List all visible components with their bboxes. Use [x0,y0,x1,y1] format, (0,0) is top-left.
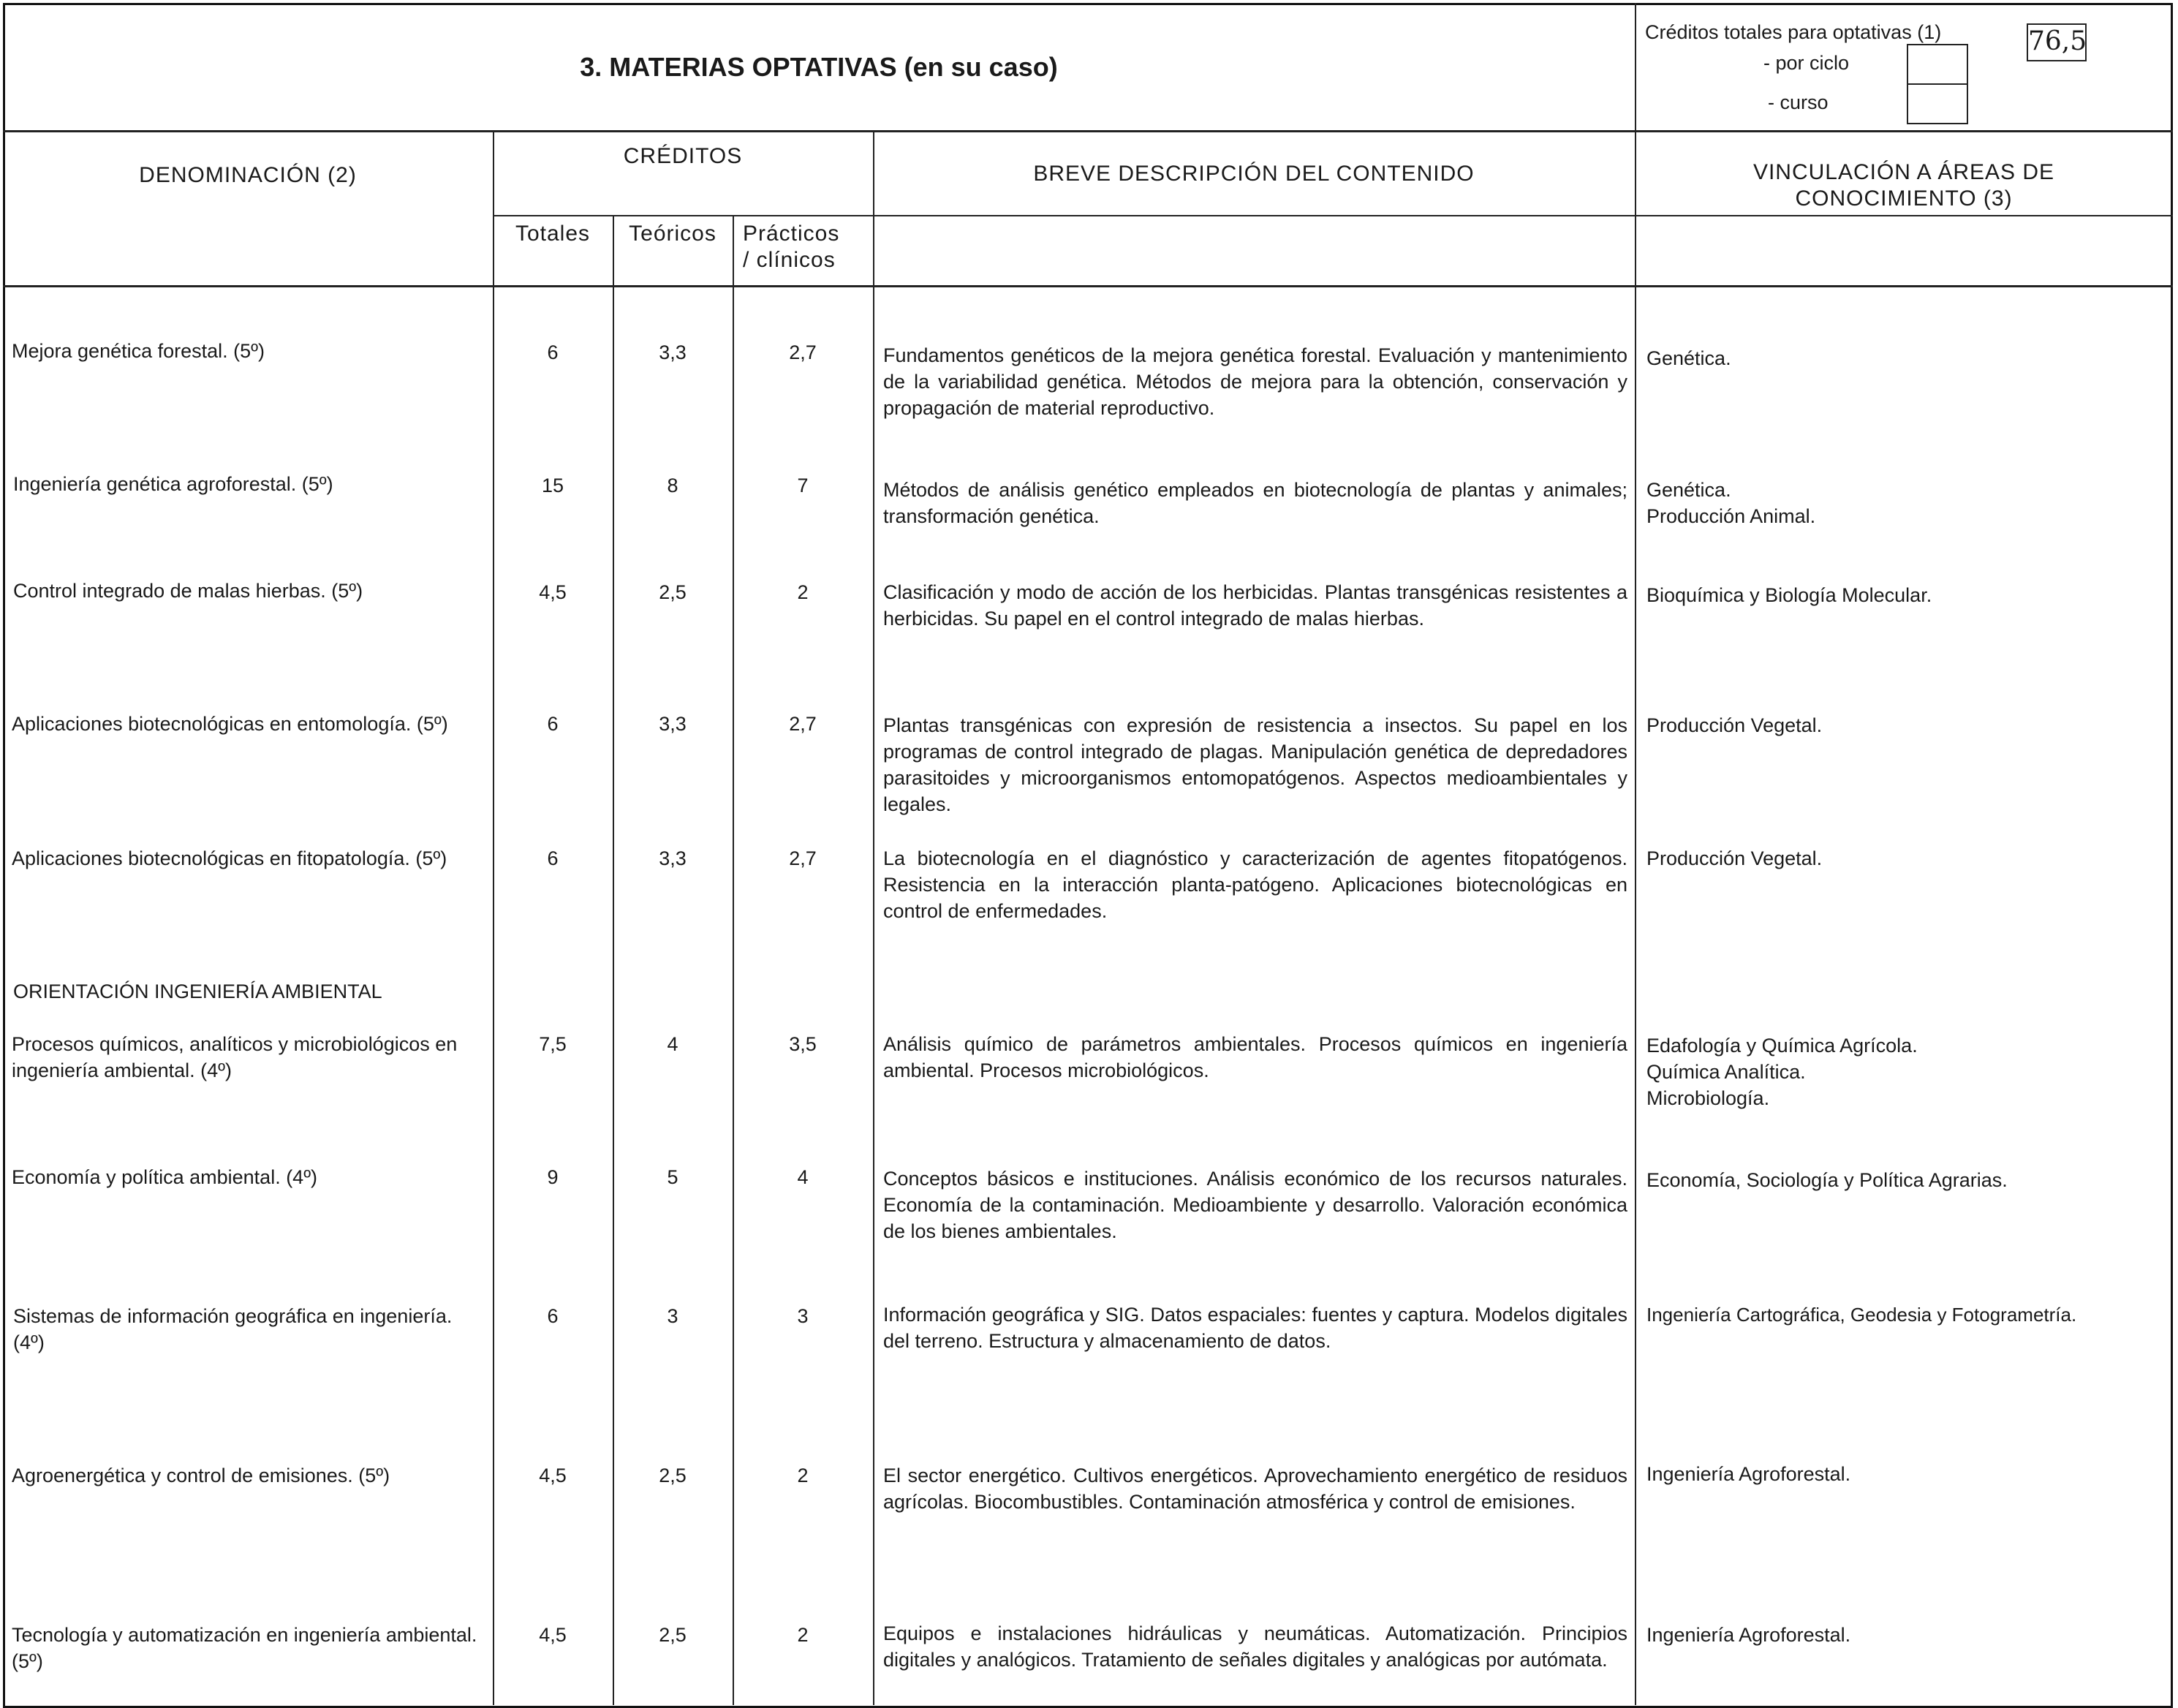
row-4-name: Aplicaciones biotecnológicas en entomología. (5º) [12,713,448,735]
row-10-descripcion: Equipos e instalaciones hidráulicas y neumáticas. Automatización. Principios digitales y analógicos. Tratamiento de señales digitales y analógicas por autómata. [883,1622,1627,1671]
rule-col-desc [1635,3,1636,1705]
row-2-teoricos: 8 [667,475,678,496]
row-10-teoricos: 2,5 [659,1624,687,1646]
rule-title-bottom [3,130,2173,132]
row-3-totales: 4,5 [539,581,567,603]
row-5-areas: Producción Vegetal. [1646,847,1823,869]
row-1-practicos: 2,7 [789,341,817,363]
credits-per-cycle-label: - por ciclo [1763,52,1850,74]
header-denominacion: DENOMINACIÓN (2) [139,163,357,187]
row-1-areas: Genética. [1646,347,1731,369]
credits-per-cycle-box[interactable] [1907,44,1968,85]
row-9-areas: Ingeniería Agroforestal. [1646,1463,1851,1485]
row-6-name: Procesos químicos, analíticos y microbiológicos en ingeniería ambiental. (4º) [12,1033,458,1081]
header-creditos: CRÉDITOS [623,144,743,168]
row-9-name: Agroenergética y control de emisiones. (5º) [12,1465,390,1486]
rule-col-practicos [873,130,874,1705]
row-5-practicos: 2,7 [789,847,817,869]
row-7-areas: Economía, Sociología y Política Agrarias. [1646,1169,2008,1191]
row-4-areas: Producción Vegetal. [1646,714,1823,736]
row-2-name: Ingeniería genética agroforestal. (5º) [13,473,333,495]
row-8-name: Sistemas de información geográfica en ingeniería. (4º) [13,1305,453,1353]
row-6-areas: Edafología y Química Agrícola. Química Analítica. Microbiología. [1646,1035,1918,1109]
row-1-descripcion: Fundamentos genéticos de la mejora genética forestal. Evaluación y mantenimiento de la variabilidad genética. Métodos de mejora para la obtención, conservación y propagación de material reproductivo. [883,344,1627,419]
row-8-totales: 6 [547,1305,559,1327]
row-7-name: Economía y política ambiental. (4º) [12,1166,318,1188]
row-1-name: Mejora genética forestal. (5º) [12,340,265,362]
credits-total-label: Créditos totales para optativas (1) [1645,21,1942,43]
row-9-descripcion: El sector energético. Cultivos energéticos. Aprovechamiento energético de residuos agrícolas. Biocombustibles. Contaminación atmosférica y control de emisiones. [883,1465,1627,1513]
row-2-descripcion: Métodos de análisis genético empleados en biotecnología de plantas y animales; transformación genética. [883,479,1627,527]
credits-total-value: 76,5 [2027,23,2087,61]
row-2-areas: Genética. Producción Animal. [1646,479,1816,527]
row-8-teoricos: 3 [667,1305,678,1327]
row-3-practicos: 2 [797,581,809,603]
row-9-totales: 4,5 [539,1465,567,1486]
credits-per-course-box[interactable] [1907,83,1968,124]
rule-header-bottom [3,285,2173,287]
row-3-name: Control integrado de malas hierbas. (5º) [13,580,363,602]
row-7-teoricos: 5 [667,1166,678,1188]
row-7-descripcion: Conceptos básicos e instituciones. Análisis económico de los recursos naturales. Economía de la contaminación. Medioambiente y desarrollo. Valoración económica de los bienes ambientales. [883,1168,1627,1242]
row-6-descripcion: Análisis químico de parámetros ambientales. Procesos químicos en ingeniería ambiental. Procesos microbiológicos. [883,1033,1627,1081]
row-10-areas: Ingeniería Agroforestal. [1646,1624,1851,1646]
row-4-practicos: 2,7 [789,713,817,735]
row-3-teoricos: 2,5 [659,581,687,603]
row-2-practicos: 7 [797,475,809,496]
row-10-name: Tecnología y automatización en ingeniería ambiental. (5º) [12,1624,477,1672]
row-4-totales: 6 [547,713,559,735]
header-vinculacion: VINCULACIÓN A ÁREAS DE CONOCIMIENTO (3) [1752,160,2055,211]
row-3-areas: Bioquímica y Biología Molecular. [1646,584,1932,606]
row-7-totales: 9 [547,1166,559,1188]
row-5-totales: 6 [547,847,559,869]
section-title: 3. MATERIAS OPTATIVAS (en su caso) [580,52,1058,82]
row-9-teoricos: 2,5 [659,1465,687,1486]
row-1-teoricos: 3,3 [659,341,687,363]
section-heading-ambiental: ORIENTACIÓN INGENIERÍA AMBIENTAL [13,980,382,1002]
row-10-practicos: 2 [797,1624,809,1646]
row-8-practicos: 3 [797,1305,809,1327]
row-1-totales: 6 [547,341,559,363]
row-5-teoricos: 3,3 [659,847,687,869]
row-5-name: Aplicaciones biotecnológicas en fitopatología. (5º) [12,847,447,869]
credits-per-course-label: - curso [1768,91,1829,113]
header-practicos: Prácticos / clínicos [743,222,840,272]
row-10-totales: 4,5 [539,1624,567,1646]
row-3-descripcion: Clasificación y modo de acción de los herbicidas. Plantas transgénicas resistentes a herbicidas. Su papel en el control integrado de malas hierbas. [883,581,1627,630]
row-6-teoricos: 4 [667,1033,678,1055]
header-teoricos: Teóricos [629,222,716,246]
row-4-descripcion: Plantas transgénicas con expresión de resistencia a insectos. Su papel en los programas de control integrado de plagas. Manipulación genética de depredadores parasitoides y microorganismos entomopatógenos. Aspectos medioambientales y legales. [883,714,1627,815]
row-6-totales: 7,5 [539,1033,567,1055]
row-4-teoricos: 3,3 [659,713,687,735]
row-6-practicos: 3,5 [789,1033,817,1055]
rule-header-mid [493,215,2173,216]
row-5-descripcion: La biotecnología en el diagnóstico y caracterización de agentes fitopatógenos. Resistencia en la interacción planta-patógeno. Aplicaciones biotecnológicas en control de enfermedades. [883,847,1627,922]
row-7-practicos: 4 [797,1166,809,1188]
row-9-practicos: 2 [797,1465,809,1486]
row-8-descripcion: Información geográfica y SIG. Datos espaciales: fuentes y captura. Modelos digitales del terreno. Estructura y almacenamiento de datos. [883,1304,1627,1352]
row-8-areas: Ingeniería Cartográfica, Geodesia y Fotogrametría. [1646,1304,2077,1326]
row-2-totales: 15 [541,475,564,496]
header-descripcion: BREVE DESCRIPCIÓN DEL CONTENIDO [1033,162,1475,186]
header-totales: Totales [515,222,591,246]
